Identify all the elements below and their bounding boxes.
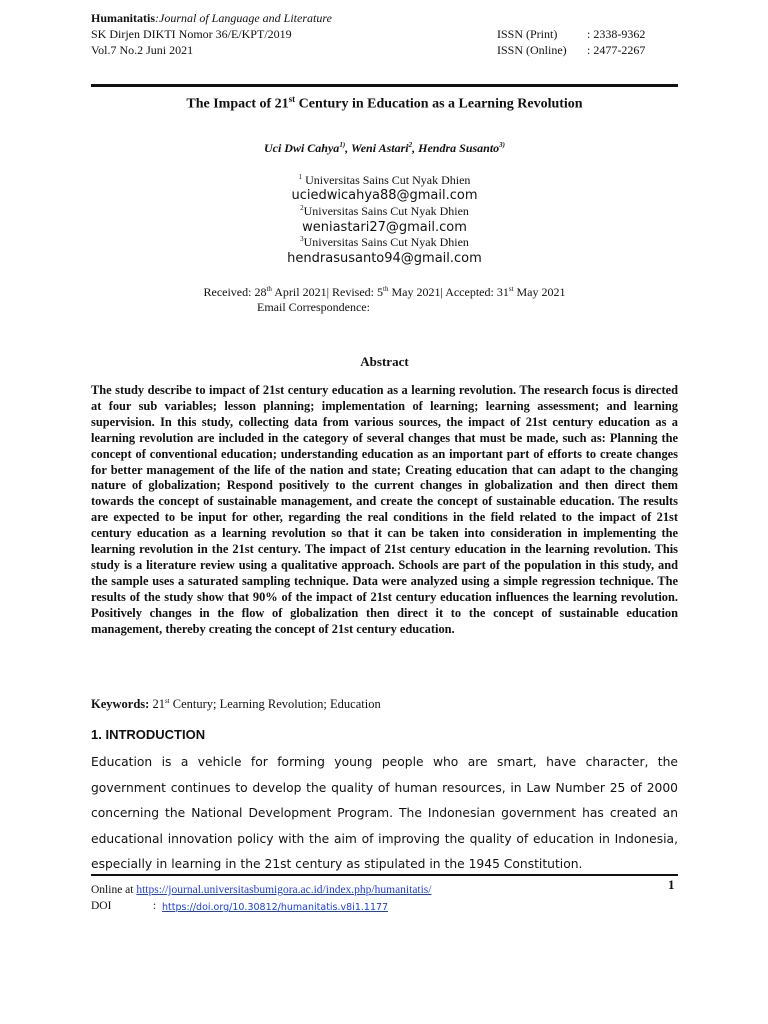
issn-online-value: : 2477-2267 <box>587 43 646 57</box>
journal-name: Humanitatis <box>91 11 156 25</box>
keywords-label: Keywords: <box>91 697 150 712</box>
abstract-heading: Abstract <box>360 354 409 369</box>
affiliation-2: $^2$Universitas Sains Cut Nyak Dhien <box>300 204 469 218</box>
doi-row <box>162 901 388 913</box>
email-1: uciedwicahya88@gmail.com <box>291 188 478 203</box>
issn-print-value: : 2338-9362 <box>587 27 646 41</box>
journal-subtitle: :Journal of Language and Literature <box>155 11 332 25</box>
author-name: Uci Dwi Cahya <box>263 141 340 155</box>
footer-rule <box>91 874 678 876</box>
keywords: Keywords: 21st Century; Learning Revolution; Education <box>91 697 381 712</box>
doi-colon: : <box>153 900 157 912</box>
page-number: 1 <box>668 877 675 892</box>
email-2: weniastari27@gmail.com <box>302 220 467 235</box>
submission-dates: Received: 28th April 2021| Revised: 5th May 2021| Accepted: 31st May 2021 <box>203 285 566 299</box>
author-name: Hendra Susanto <box>418 141 500 155</box>
issn-print-label: ISSN (Print) <box>497 27 558 41</box>
issn-online-label: ISSN (Online) <box>497 43 567 57</box>
author-name: Weni Astari <box>350 141 409 155</box>
sk-number: SK Dirjen DIKTI Nomor 36/E/KPT/2019 <box>91 27 292 41</box>
volume-info: Vol.7 No.2 Juni 2021 <box>91 43 194 57</box>
doi-label: DOI <box>91 900 112 912</box>
doi-link[interactable]: https://doi.org/10.30812/humanitatis.v8i1.1177 <box>162 902 389 913</box>
email-3: hendrasusanto94@gmail.com <box>287 251 482 266</box>
affiliation-1: $^1$ Universitas Sains Cut Nyak Dhien <box>298 173 471 187</box>
journal-url-link[interactable]: https://journal.universitasbumigora.ac.id/index.php/humanitatis/ <box>136 884 432 896</box>
paper-title: The Impact of 21st Century in Education as a Learning Revolution <box>186 94 583 112</box>
section-heading-introduction: 1. INTRODUCTION <box>91 727 206 742</box>
affiliation-3: $^3$Universitas Sains Cut Nyak Dhien <box>300 235 469 249</box>
abstract-body: The study describe to impact of 21st century education as a learning revolution. The research focus is directed at four sub variables; lesson planning; implementation of learning; learning assessment; and learning supervision. In this study, collecting data from various sources, the impact of 21st century education as a learning revolution are included in the category of several changes that must be made, such as: Planning the concept of conventional education; understanding education as an important part of efforts to create changes for better management of the life of the nation and state; Creating education that can adapt to the changing nature of globalization; Respond positively to the current changes in globalization and then direct them towards the concept of sustainable management, and create the concept of sustainable education. The results are expected to be input for other, regarding the real conditions in the field related to the impact of 21st century education as a learning revolution so that it can be taken into consideration in implementing the learning revolution in the 21st century. The impact of 21st century education in the learning revolution. This study is a literature review using a qualitative approach. Schools are part of the population in this study, and the sample uses a saturated sampling technique. Data were analyzed using a simple regression technique. The results of the study show that 90% of the impact of 21st century education influences the learning revolution. Positively changes in the flow of globalization then direct it to the concept of sustainable education management, thereby creating the concept of 21st century education. <box>91 383 678 636</box>
header-rule <box>91 84 678 87</box>
online-at: Online at https://journal.universitasbumigora.ac.id/index.php/humanitatis/ <box>91 884 432 896</box>
author-list: Uci Dwi Cahya$^{1)}$, Weni Astari$^2$, Hendra Susanto$^{3)}$ <box>263 141 506 155</box>
email-correspondence: Email Correspondence: <box>257 300 370 314</box>
introduction-body: Education is a vehicle for forming young people who are smart, have character, the government continues to develop the quality of human resources, in Law Number 25 of 2000 concerning the National Development Program. The Indonesian government has created an educational innovation policy with the aim of improving the quality of education in Indonesia, especially in learning in the 21st century as stipulated in the 1945 Constitution. <box>91 755 678 871</box>
journal-header <box>91 10 332 26</box>
